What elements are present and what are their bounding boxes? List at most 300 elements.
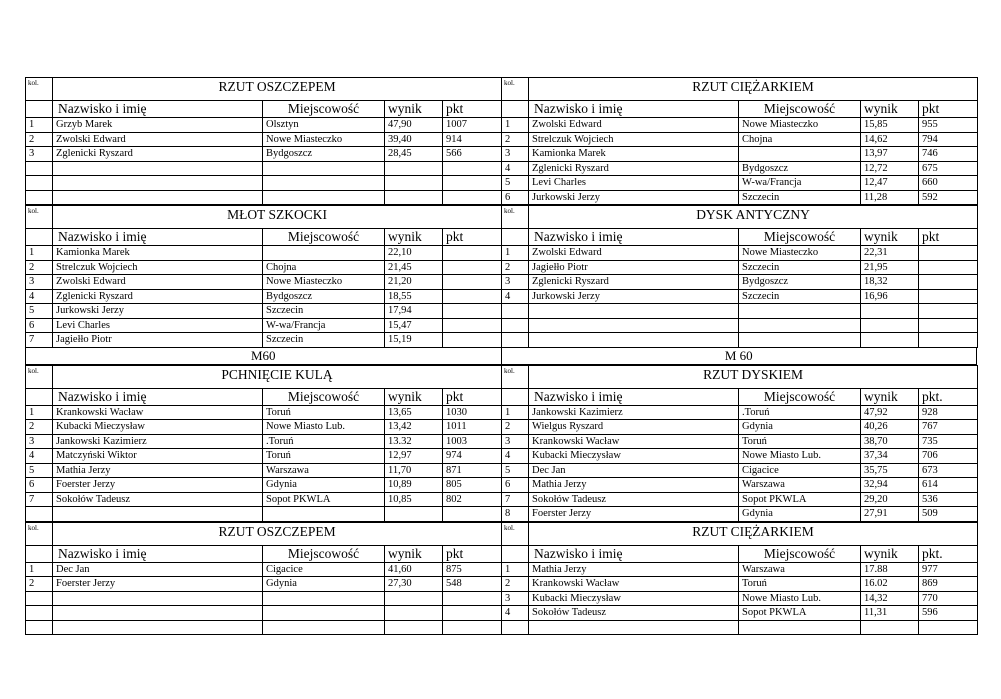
name-cell: Zwolski Edward <box>53 132 263 147</box>
column-header-row <box>502 545 978 562</box>
place-cell <box>739 304 861 319</box>
header-name: Nazwisko i imię <box>529 545 739 562</box>
table-row <box>26 492 502 507</box>
place-cell: Bydgoszcz <box>263 147 385 162</box>
header-place: Miejscowość <box>263 545 385 562</box>
name-cell <box>529 620 739 635</box>
name-cell: Jankowski Kazimierz <box>529 405 739 420</box>
kol-label: kol. <box>502 522 529 545</box>
results-table <box>501 365 978 522</box>
header-name: Nazwisko i imię <box>53 229 263 246</box>
points-cell: 660 <box>919 176 978 191</box>
result-cell <box>385 161 443 176</box>
table-row <box>502 260 978 275</box>
header-empty <box>502 229 529 246</box>
header-name: Nazwisko i imię <box>53 545 263 562</box>
rank-cell <box>502 333 529 348</box>
rank-cell <box>502 304 529 319</box>
header-place: Miejscowość <box>739 101 861 118</box>
table-row <box>26 147 502 162</box>
result-cell: 13.32 <box>385 434 443 449</box>
points-cell: 1003 <box>443 434 502 449</box>
result-cell: 15,19 <box>385 333 443 348</box>
rank-cell: 3 <box>502 147 529 162</box>
rank-cell: 1 <box>502 246 529 261</box>
header-name: Nazwisko i imię <box>529 229 739 246</box>
name-cell <box>53 606 263 621</box>
place-cell <box>263 620 385 635</box>
result-cell: 15,85 <box>861 118 919 133</box>
result-cell: 27,91 <box>861 507 919 522</box>
place-cell: Gdynia <box>263 577 385 592</box>
results-table <box>501 205 978 348</box>
points-cell: 869 <box>919 577 978 592</box>
result-cell: 17,94 <box>385 304 443 319</box>
points-cell: 673 <box>919 463 978 478</box>
place-cell <box>263 507 385 522</box>
place-cell: Toruń <box>739 577 861 592</box>
header-result: wynik <box>385 545 443 562</box>
table-row <box>502 562 978 577</box>
points-cell: 875 <box>443 562 502 577</box>
points-cell <box>443 333 502 348</box>
name-cell: Zwolski Edward <box>529 246 739 261</box>
rank-cell: 2 <box>502 420 529 435</box>
table-row <box>502 478 978 493</box>
column-header-row <box>26 229 502 246</box>
table-row <box>502 318 978 333</box>
header-place: Miejscowość <box>263 229 385 246</box>
table-row <box>502 333 978 348</box>
place-cell: Gdynia <box>739 420 861 435</box>
name-cell: Kamionka Marek <box>53 246 263 261</box>
points-cell <box>443 591 502 606</box>
name-cell: Dec Jan <box>53 562 263 577</box>
table-row <box>502 463 978 478</box>
place-cell: Cigacice <box>263 562 385 577</box>
result-cell: 16.02 <box>861 577 919 592</box>
result-cell: 28,45 <box>385 147 443 162</box>
points-cell: 974 <box>443 449 502 464</box>
table-row <box>502 118 978 133</box>
place-cell: Sopot PKWLA <box>739 606 861 621</box>
results-table <box>25 205 502 348</box>
result-cell <box>861 304 919 319</box>
points-cell: 706 <box>919 449 978 464</box>
table-block-t2 <box>501 77 977 205</box>
rank-cell: 3 <box>26 147 53 162</box>
result-cell: 29,20 <box>861 492 919 507</box>
points-cell <box>443 246 502 261</box>
event-title: RZUT OSZCZEPEM <box>53 522 502 545</box>
rank-cell: 1 <box>502 118 529 133</box>
result-cell: 47,90 <box>385 118 443 133</box>
result-cell: 11,28 <box>861 190 919 205</box>
points-cell: 509 <box>919 507 978 522</box>
place-cell: Sopot PKWLA <box>739 492 861 507</box>
rank-cell: 2 <box>26 420 53 435</box>
result-cell: 18,55 <box>385 289 443 304</box>
result-cell: 10,85 <box>385 492 443 507</box>
result-cell: 38,70 <box>861 434 919 449</box>
results-table <box>501 77 978 205</box>
points-cell <box>919 620 978 635</box>
header-points: pkt. <box>919 545 978 562</box>
name-cell: Levi Charles <box>529 176 739 191</box>
name-cell: Matczyński Wiktor <box>53 449 263 464</box>
rank-cell <box>502 318 529 333</box>
event-title: RZUT OSZCZEPEM <box>53 78 502 101</box>
result-cell: 13,65 <box>385 405 443 420</box>
table-row <box>26 260 502 275</box>
table-row <box>26 405 502 420</box>
place-cell: Nowe Miasteczko <box>739 118 861 133</box>
table-row <box>502 289 978 304</box>
points-cell: 548 <box>443 577 502 592</box>
place-cell: Nowe Miasteczko <box>263 275 385 290</box>
result-cell: 12,97 <box>385 449 443 464</box>
points-cell <box>443 620 502 635</box>
place-cell: Szczecin <box>263 333 385 348</box>
header-empty <box>502 388 529 405</box>
table-row <box>502 147 978 162</box>
name-cell: Strelczuk Wojciech <box>53 260 263 275</box>
points-cell <box>919 246 978 261</box>
header-points: pkt <box>443 545 502 562</box>
table-block-t3 <box>25 205 501 348</box>
points-cell: 735 <box>919 434 978 449</box>
points-cell <box>919 333 978 348</box>
table-block-t1 <box>25 77 501 205</box>
name-cell <box>529 318 739 333</box>
kol-label: kol. <box>26 522 53 545</box>
group-label-row <box>25 348 977 365</box>
table-row <box>502 507 978 522</box>
points-cell: 566 <box>443 147 502 162</box>
table-row <box>26 190 502 205</box>
name-cell: Mathia Jerzy <box>529 562 739 577</box>
points-cell: 1007 <box>443 118 502 133</box>
place-cell: Gdynia <box>263 478 385 493</box>
name-cell: Foerster Jerzy <box>53 478 263 493</box>
rank-cell: 3 <box>502 275 529 290</box>
points-cell <box>443 289 502 304</box>
rank-cell <box>26 176 53 191</box>
points-cell: 805 <box>443 478 502 493</box>
rank-cell: 4 <box>26 289 53 304</box>
rank-cell: 5 <box>502 176 529 191</box>
section-row-1 <box>25 77 977 205</box>
header-name: Nazwisko i imię <box>53 388 263 405</box>
table-row <box>26 562 502 577</box>
table-row <box>502 161 978 176</box>
kol-label: kol. <box>26 78 53 101</box>
header-empty <box>26 229 53 246</box>
place-cell: Szczecin <box>739 260 861 275</box>
rank-cell: 5 <box>502 463 529 478</box>
result-cell <box>861 620 919 635</box>
name-cell: Jagiełło Piotr <box>53 333 263 348</box>
name-cell <box>53 190 263 205</box>
table-row <box>26 507 502 522</box>
header-place: Miejscowość <box>263 388 385 405</box>
kol-label: kol. <box>26 365 53 388</box>
place-cell: Cigacice <box>739 463 861 478</box>
results-table <box>25 522 502 636</box>
kol-label: kol. <box>26 206 53 229</box>
table-row <box>502 176 978 191</box>
rank-cell: 1 <box>26 562 53 577</box>
result-cell: 27,30 <box>385 577 443 592</box>
result-cell: 10,89 <box>385 478 443 493</box>
header-points: pkt <box>919 229 978 246</box>
points-cell <box>443 606 502 621</box>
table-row <box>502 190 978 205</box>
header-points: pkt <box>443 101 502 118</box>
rank-cell: 1 <box>26 118 53 133</box>
name-cell: Zglenicki Ryszard <box>529 161 739 176</box>
place-cell: Nowe Miasteczko <box>739 246 861 261</box>
header-result: wynik <box>385 101 443 118</box>
points-cell <box>443 260 502 275</box>
table-title-row <box>502 78 978 101</box>
result-cell: 39,40 <box>385 132 443 147</box>
result-cell: 11,31 <box>861 606 919 621</box>
place-cell <box>263 176 385 191</box>
table-row <box>502 577 978 592</box>
rank-cell: 4 <box>502 606 529 621</box>
name-cell <box>53 507 263 522</box>
result-cell <box>861 318 919 333</box>
event-title: PCHNIĘCIE KULĄ <box>53 365 502 388</box>
table-row <box>502 492 978 507</box>
name-cell <box>53 161 263 176</box>
rank-cell: 5 <box>26 304 53 319</box>
points-cell <box>443 275 502 290</box>
table-row <box>502 420 978 435</box>
place-cell <box>739 318 861 333</box>
points-cell <box>443 176 502 191</box>
points-cell: 614 <box>919 478 978 493</box>
event-title: RZUT CIĘŻARKIEM <box>529 78 978 101</box>
rank-cell: 6 <box>26 318 53 333</box>
table-block-t7 <box>25 522 501 636</box>
table-block-t8 <box>501 522 977 636</box>
table-title-row <box>26 206 502 229</box>
place-cell <box>263 161 385 176</box>
result-cell: 14,32 <box>861 591 919 606</box>
table-row <box>26 304 502 319</box>
name-cell: Zglenicki Ryszard <box>53 147 263 162</box>
rank-cell: 3 <box>26 275 53 290</box>
header-empty <box>26 101 53 118</box>
header-points: pkt <box>443 229 502 246</box>
table-row <box>26 333 502 348</box>
points-cell: 871 <box>443 463 502 478</box>
place-cell: Szczecin <box>263 304 385 319</box>
points-cell <box>443 161 502 176</box>
rank-cell <box>502 620 529 635</box>
column-header-row <box>26 388 502 405</box>
table-row <box>26 620 502 635</box>
rank-cell <box>26 507 53 522</box>
rank-cell: 2 <box>502 577 529 592</box>
place-cell: Szczecin <box>739 190 861 205</box>
table-row <box>26 118 502 133</box>
rank-cell <box>26 606 53 621</box>
header-points: pkt <box>919 101 978 118</box>
header-result: wynik <box>385 229 443 246</box>
header-result: wynik <box>385 388 443 405</box>
header-points: pkt <box>443 388 502 405</box>
place-cell: W-wa/Francja <box>739 176 861 191</box>
table-row <box>26 246 502 261</box>
name-cell: Kubacki Mieczysław <box>53 420 263 435</box>
rank-cell: 2 <box>502 132 529 147</box>
table-row <box>26 449 502 464</box>
group-label-left: M60 <box>26 348 502 364</box>
table-row <box>26 591 502 606</box>
name-cell: Zwolski Edward <box>529 118 739 133</box>
name-cell <box>53 620 263 635</box>
points-cell: 536 <box>919 492 978 507</box>
table-title-row <box>502 206 978 229</box>
kol-label: kol. <box>502 78 529 101</box>
rank-cell: 6 <box>502 190 529 205</box>
name-cell: Jurkowski Jerzy <box>529 190 739 205</box>
points-cell: 675 <box>919 161 978 176</box>
table-title-row <box>502 522 978 545</box>
place-cell: Warszawa <box>739 562 861 577</box>
result-cell: 12,47 <box>861 176 919 191</box>
place-cell: Sopot PKWLA <box>263 492 385 507</box>
name-cell: Jurkowski Jerzy <box>53 304 263 319</box>
result-cell: 47,92 <box>861 405 919 420</box>
points-cell: 794 <box>919 132 978 147</box>
place-cell: Bydgoszcz <box>739 275 861 290</box>
name-cell: Krankowski Wacław <box>529 434 739 449</box>
table-title-row <box>502 365 978 388</box>
table-row <box>502 405 978 420</box>
points-cell: 592 <box>919 190 978 205</box>
place-cell <box>263 606 385 621</box>
rank-cell <box>26 161 53 176</box>
rank-cell: 4 <box>502 161 529 176</box>
result-cell <box>385 606 443 621</box>
place-cell: W-wa/Francja <box>263 318 385 333</box>
rank-cell: 3 <box>502 434 529 449</box>
column-header-row <box>502 229 978 246</box>
name-cell: Wielgus Ryszard <box>529 420 739 435</box>
place-cell: Toruń <box>739 434 861 449</box>
result-cell <box>385 507 443 522</box>
place-cell: Nowe Miasto Lub. <box>739 591 861 606</box>
kol-label: kol. <box>502 365 529 388</box>
header-place: Miejscowość <box>739 229 861 246</box>
result-cell: 16,96 <box>861 289 919 304</box>
name-cell: Kubacki Mieczysław <box>529 591 739 606</box>
name-cell: Sokołów Tadeusz <box>529 492 739 507</box>
rank-cell: 2 <box>502 260 529 275</box>
place-cell: Chojna <box>263 260 385 275</box>
column-header-row <box>502 101 978 118</box>
points-cell <box>919 304 978 319</box>
header-place: Miejscowość <box>739 545 861 562</box>
table-row <box>502 132 978 147</box>
place-cell: Bydgoszcz <box>263 289 385 304</box>
rank-cell: 2 <box>26 132 53 147</box>
table-row <box>26 463 502 478</box>
table-row <box>26 478 502 493</box>
result-cell: 11,70 <box>385 463 443 478</box>
rank-cell: 1 <box>26 246 53 261</box>
name-cell: Jankowski Kazimierz <box>53 434 263 449</box>
place-cell: Szczecin <box>739 289 861 304</box>
rank-cell: 4 <box>502 449 529 464</box>
name-cell: Mathia Jerzy <box>53 463 263 478</box>
points-cell <box>919 289 978 304</box>
table-row <box>26 289 502 304</box>
place-cell: Toruń <box>263 449 385 464</box>
name-cell: Jurkowski Jerzy <box>529 289 739 304</box>
name-cell: Kamionka Marek <box>529 147 739 162</box>
rank-cell: 1 <box>502 405 529 420</box>
points-cell <box>443 304 502 319</box>
place-cell <box>263 246 385 261</box>
points-cell: 596 <box>919 606 978 621</box>
results-table <box>25 365 502 522</box>
name-cell: Krankowski Wacław <box>529 577 739 592</box>
table-block-t6 <box>501 365 977 522</box>
table-row <box>26 176 502 191</box>
result-cell: 32,94 <box>861 478 919 493</box>
table-row <box>502 449 978 464</box>
rank-cell: 3 <box>26 434 53 449</box>
place-cell: .Toruń <box>263 434 385 449</box>
name-cell <box>529 333 739 348</box>
result-cell: 15,47 <box>385 318 443 333</box>
event-title: RZUT CIĘŻARKIEM <box>529 522 978 545</box>
rank-cell: 5 <box>26 463 53 478</box>
rank-cell: 7 <box>26 333 53 348</box>
result-cell: 21,45 <box>385 260 443 275</box>
name-cell: Grzyb Marek <box>53 118 263 133</box>
rank-cell: 1 <box>502 562 529 577</box>
points-cell: 746 <box>919 147 978 162</box>
results-table <box>25 77 502 205</box>
points-cell <box>919 275 978 290</box>
table-row <box>502 606 978 621</box>
name-cell: Strelczuk Wojciech <box>529 132 739 147</box>
name-cell <box>53 176 263 191</box>
points-cell: 914 <box>443 132 502 147</box>
name-cell: Sokołów Tadeusz <box>53 492 263 507</box>
table-row <box>26 577 502 592</box>
header-empty <box>26 388 53 405</box>
rank-cell <box>26 190 53 205</box>
name-cell: Dec Jan <box>529 463 739 478</box>
event-title: DYSK ANTYCZNY <box>529 206 978 229</box>
table-row <box>502 591 978 606</box>
result-cell: 12,72 <box>861 161 919 176</box>
name-cell <box>53 591 263 606</box>
table-row <box>26 318 502 333</box>
table-title-row <box>26 522 502 545</box>
name-cell: Zglenicki Ryszard <box>53 289 263 304</box>
place-cell: Nowe Miasteczko <box>263 132 385 147</box>
points-cell: 767 <box>919 420 978 435</box>
rank-cell: 6 <box>502 478 529 493</box>
